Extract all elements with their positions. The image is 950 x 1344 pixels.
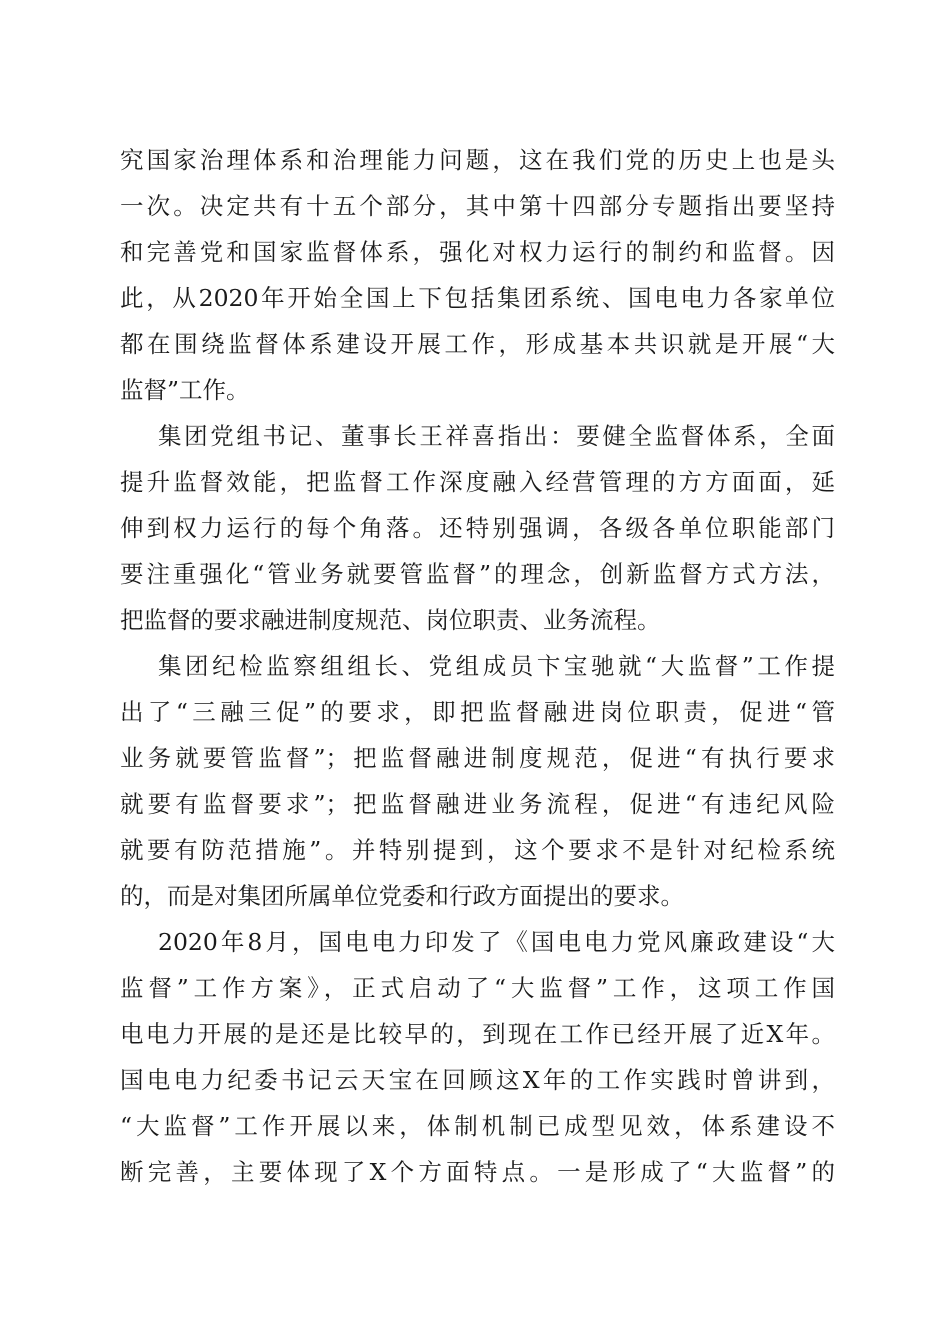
text-line: 监督”工作方案》，正式启动了“大监督”工作，这项工作国 [120, 974, 835, 1002]
text-line: 伸到权力运行的每个角落。还特别强调，各级各单位职能部门 [120, 514, 835, 542]
text-line: 集团纪检监察组组长、党组成员卞宝驰就“大监督”工作提 [158, 652, 835, 680]
text-line: 就要有监督要求”；把监督融进业务流程，促进“有违纪风险 [120, 790, 835, 818]
text-line: 把监督的要求融进制度规范、岗位职责、业务流程。 [120, 606, 661, 634]
text-line: 业务就要管监督”；把监督融进制度规范，促进“有执行要求 [120, 744, 835, 772]
text-line: 2020年8月，国电电力印发了《国电电力党风廉政建设“大 [158, 928, 835, 956]
text-line: 一次。决定共有十五个部分，其中第十四部分专题指出要坚持 [120, 192, 835, 220]
text-line: 国电电力纪委书记云天宝在回顾这X年的工作实践时曾讲到， [120, 1066, 835, 1094]
text-line: 集团党组书记、董事长王祥喜指出：要健全监督体系，全面 [158, 422, 835, 450]
text-line: “大监督”工作开展以来，体制机制已成型见效，体系建设不 [120, 1112, 835, 1140]
text-line: 的，而是对集团所属单位党委和行政方面提出的要求。 [120, 882, 684, 910]
text-line: 断完善，主要体现了X个方面特点。一是形成了“大监督”的 [120, 1158, 835, 1186]
text-line: 就要有防范措施”。并特别提到，这个要求不是针对纪检系统 [120, 836, 835, 864]
text-line: 电电力开展的是还是比较早的，到现在工作已经开展了近X年。 [120, 1020, 835, 1048]
text-line: 究国家治理体系和治理能力问题，这在我们党的历史上也是头 [120, 146, 835, 174]
text-line: 要注重强化“管业务就要管监督”的理念，创新监督方式方法， [120, 560, 835, 588]
text-line: 监督”工作。 [120, 376, 250, 404]
text-line: 此，从2020年开始全国上下包括集团系统、国电电力各家单位 [120, 284, 835, 312]
text-line: 出了“三融三促”的要求，即把监督融进岗位职责，促进“管 [120, 698, 835, 726]
text-line: 提升监督效能，把监督工作深度融入经营管理的方方面面，延 [120, 468, 835, 496]
text-line: 和完善党和国家监督体系，强化对权力运行的制约和监督。因 [120, 238, 835, 266]
text-line: 都在围绕监督体系建设开展工作，形成基本共识就是开展“大 [120, 330, 835, 358]
